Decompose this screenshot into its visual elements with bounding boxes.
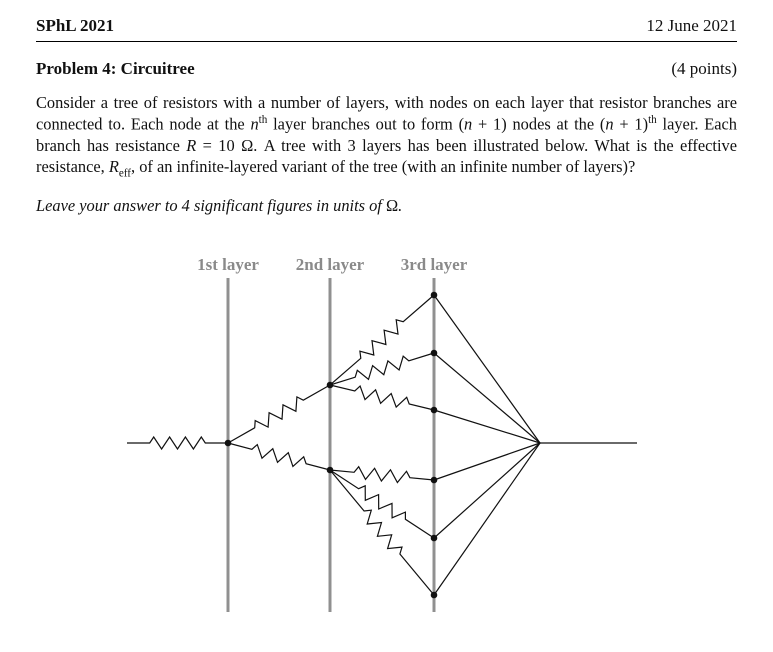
statement-text-3: + 1) nodes at the ( [472, 114, 606, 134]
resistor-edge-9 [330, 470, 434, 595]
header-date: 12 June 2021 [646, 16, 737, 35]
statement-text-4: + 1) [613, 114, 649, 134]
resistor-edge-6 [330, 385, 434, 410]
omega-symbol: Ω [385, 195, 399, 215]
problem-title: Problem 4: Circuitree [36, 59, 195, 78]
layer-label-1: 1st layer [197, 255, 259, 274]
problem-statement [36, 92, 737, 181]
header-competition-name: SPhL 2021 [36, 16, 114, 35]
node-dot-1 [225, 440, 232, 447]
node-dot-9 [431, 592, 438, 599]
math-R: R [186, 135, 197, 155]
resistor-edge-5 [330, 353, 434, 385]
node-dot-5 [431, 350, 438, 357]
math-n-1: n [250, 114, 259, 134]
statement-text-2: layer branches out to form ( [267, 114, 465, 134]
resistor-edge-2 [228, 385, 330, 443]
wire-edge-6 [434, 443, 540, 595]
header-rule [36, 41, 737, 42]
answer-instruction [36, 196, 737, 216]
math-R-eff: R [108, 156, 119, 176]
statement-text-1: Consider a tree of resistors with a number of layers, with nodes on each layer that resistor branches are connected to. Each node at the [36, 93, 737, 134]
layer-label-2: 2nd layer [295, 255, 365, 274]
resistor-edge-4 [330, 295, 434, 385]
document-page [0, 0, 773, 274]
statement-text-7: , of an infinite-layered variant of the tree (with an infinite number of layers)? [131, 156, 636, 176]
statement-text-5: layer. Each branch has resistance [36, 114, 738, 155]
node-dot-4 [431, 292, 438, 299]
wire-edge-3 [434, 410, 540, 443]
math-n-3: n [605, 114, 614, 134]
wire-edge-5 [434, 443, 540, 538]
superscript-th-1: th [258, 114, 268, 127]
problem-points: (4 points) [671, 59, 737, 78]
problem-title-row [36, 59, 737, 79]
math-n-2: n [464, 114, 473, 134]
wire-edge-1 [434, 295, 540, 443]
instruction-text: Leave your answer to 4 significant figures in units of [36, 195, 386, 215]
statement-text-6: = 10 Ω. A tree with 3 layers has been illustrated below. What is the effective resistance, [36, 135, 738, 176]
wire-edge-4 [434, 443, 540, 480]
layer-label-3: 3rd layer [400, 255, 468, 274]
resistor-edge-1 [127, 437, 228, 449]
node-dot-3 [327, 467, 334, 474]
resistor-edge-3 [228, 443, 330, 470]
document-header [36, 16, 737, 36]
node-dot-8 [431, 535, 438, 542]
instruction-period: . [398, 195, 403, 215]
wire-edge-2 [434, 353, 540, 443]
circuit-diagram [0, 250, 773, 652]
subscript-eff: eff [118, 167, 132, 180]
node-dot-2 [327, 382, 334, 389]
node-dot-6 [431, 407, 438, 414]
node-dot-7 [431, 477, 438, 484]
superscript-th-2: th [648, 114, 657, 127]
